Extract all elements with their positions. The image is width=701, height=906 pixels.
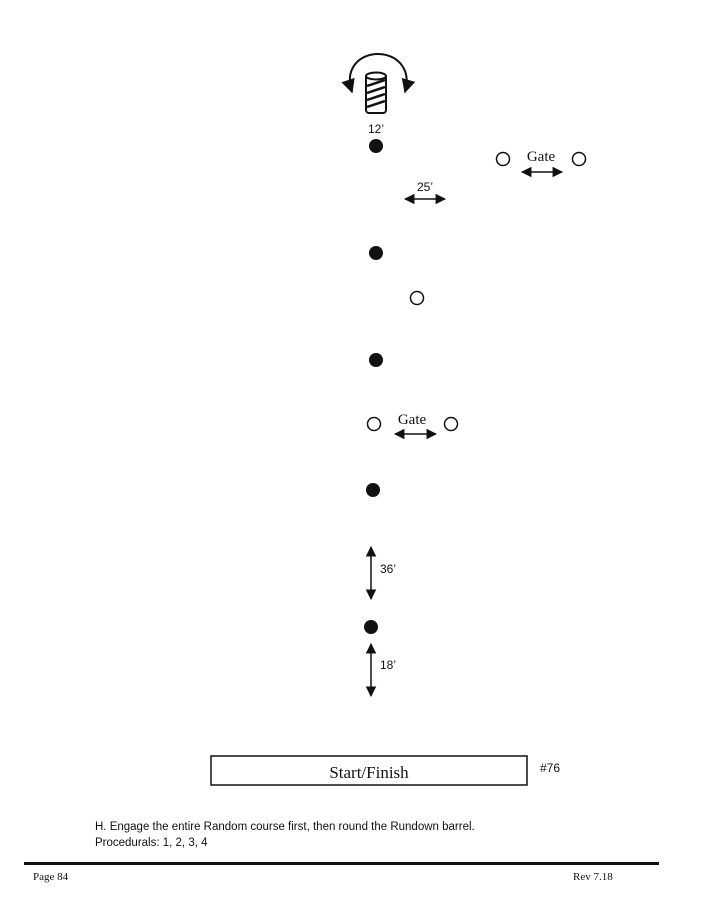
instructions-line-2: Procedurals: 1, 2, 3, 4: [95, 837, 208, 849]
middle-gate-label: Gate: [397, 412, 427, 428]
cone-marker: [364, 620, 378, 634]
instructions-line-1: H. Engage the entire Random course first, then round the Rundown barrel.: [95, 821, 475, 833]
page-number: Page 84: [33, 871, 69, 883]
start-finish-label: Start/Finish: [329, 763, 409, 782]
spacing-36-label: 36’: [380, 562, 397, 576]
rundown-barrel-icon: [350, 54, 407, 113]
instructions: [95, 819, 475, 851]
gate-cone-marker: [573, 153, 586, 166]
footer-divider: [24, 862, 659, 865]
middle-gate: [368, 412, 458, 434]
cone-marker: [369, 139, 383, 153]
offset-cone-marker: [411, 292, 424, 305]
cone-marker: [369, 246, 383, 260]
top-gate: [497, 149, 586, 172]
course-number: #76: [540, 761, 561, 775]
cone-marker: [369, 353, 383, 367]
top-gate-label: Gate: [526, 149, 556, 165]
gate-cone-marker: [368, 418, 381, 431]
cone-marker: [366, 483, 380, 497]
gate-cone-marker: [445, 418, 458, 431]
spacing-18-label: 18’: [380, 658, 397, 672]
rundown-distance-label: 12’: [367, 122, 385, 136]
revision-label: Rev 7.18: [573, 871, 613, 883]
gate-cone-marker: [497, 153, 510, 166]
side-offset-label: 25’: [416, 180, 434, 194]
